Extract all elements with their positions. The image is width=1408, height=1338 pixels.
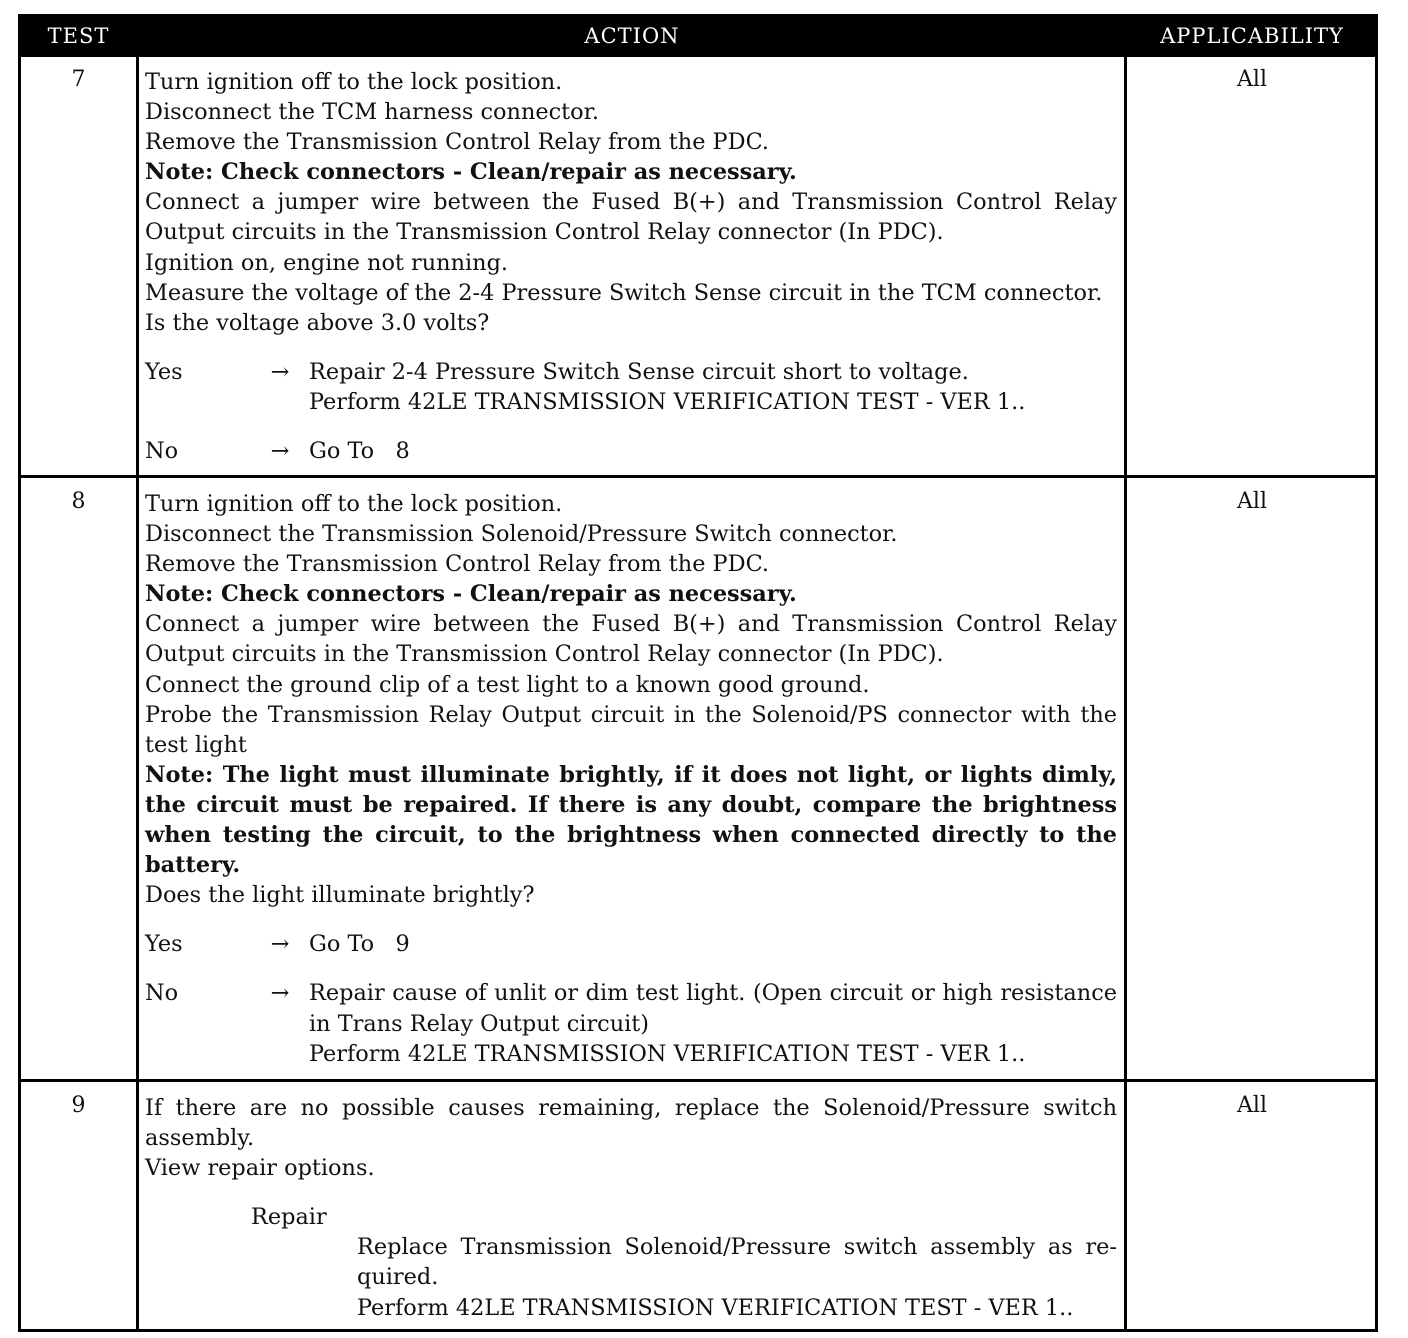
note-line: Note: Check connectors - Clean/repair as necessary. bbox=[145, 581, 797, 608]
action-line: If there are no possible causes remaining, replace the Solenoid/Pressure switch assembly. bbox=[145, 1095, 1117, 1152]
arrow-icon: → bbox=[270, 980, 290, 1007]
no-label: No bbox=[145, 980, 179, 1007]
action-line: View repair options. bbox=[145, 1155, 375, 1182]
repair-label: Repair bbox=[251, 1204, 327, 1231]
yes-label: Yes bbox=[145, 931, 183, 958]
action-text bbox=[145, 489, 1117, 1069]
test-number: 7 bbox=[71, 67, 86, 92]
header-test: TEST bbox=[47, 24, 110, 48]
yes-label: Yes bbox=[145, 358, 183, 385]
row-divider bbox=[21, 1079, 1375, 1082]
yes-result: Repair 2-4 Pressure Switch Sense circuit short to voltage. Perform 42LE TRANSMISSION VERIFICATION TEST - VER 1.. bbox=[309, 358, 1026, 415]
test-number: 9 bbox=[71, 1093, 86, 1118]
yes-option bbox=[145, 357, 1117, 417]
row-divider bbox=[21, 475, 1375, 478]
action-line: Ignition on, engine not running. bbox=[145, 249, 509, 276]
yes-result: Go To 9 bbox=[309, 931, 410, 958]
yes-option bbox=[145, 929, 1117, 959]
repair-result: Replace Transmission Solenoid/Pressure switch assembly as re-quired. Perform 42LE TRANSMISSION VERIFICATION TEST - VER 1.. bbox=[357, 1234, 1117, 1321]
action-text bbox=[145, 67, 1117, 466]
action-line: Turn ignition off to the lock position. bbox=[145, 491, 563, 517]
no-result: Repair cause of unlit or dim test light. (Open circuit or high resistance in Trans Relay Output circuit) Perform 42LE TRANSMISSION VERIFICATION TEST - VER 1.. bbox=[309, 980, 1117, 1067]
action-line: Probe the Transmission Relay Output circuit in the Solenoid/PS connector with the test light bbox=[145, 701, 1117, 758]
action-line: Remove the Transmission Control Relay from the PDC. bbox=[145, 551, 770, 578]
header-action: ACTION bbox=[584, 24, 680, 48]
action-line: Connect the ground clip of a test light to a known good ground. bbox=[145, 671, 870, 698]
action-line: Measure the voltage of the 2-4 Pressure Switch Sense circuit in the TCM connector. bbox=[145, 279, 1103, 306]
action-line: Disconnect the TCM harness connector. bbox=[145, 99, 599, 126]
no-label: No bbox=[145, 438, 179, 465]
no-option bbox=[145, 978, 1117, 1068]
table-header bbox=[21, 17, 1375, 57]
column-divider bbox=[136, 57, 139, 1329]
applicability-value: All bbox=[1237, 489, 1267, 514]
test-number: 8 bbox=[71, 489, 86, 514]
no-option bbox=[145, 436, 1117, 466]
action-line: Disconnect the Transmission Solenoid/Pressure Switch connector. bbox=[145, 521, 898, 548]
no-result: Go To 8 bbox=[309, 438, 410, 465]
action-line: Turn ignition off to the lock position. bbox=[145, 69, 563, 95]
action-text bbox=[145, 1093, 1117, 1323]
applicability-value: All bbox=[1237, 67, 1267, 92]
question-line: Is the voltage above 3.0 volts? bbox=[145, 309, 490, 336]
applicability-value: All bbox=[1237, 1093, 1267, 1118]
arrow-icon: → bbox=[270, 931, 290, 958]
action-line: Connect a jumper wire between the Fused B(+) and Transmission Control Relay Output circuits in the Transmission Control Relay connector (In PDC). bbox=[145, 189, 1117, 246]
note-line: Note: Check connectors - Clean/repair as necessary. bbox=[145, 159, 797, 186]
question-line: Does the light illuminate brightly? bbox=[145, 882, 535, 909]
column-divider bbox=[1124, 57, 1127, 1329]
arrow-icon: → bbox=[270, 438, 290, 465]
arrow-icon: → bbox=[270, 358, 290, 385]
diagnostic-test-table bbox=[18, 14, 1378, 1332]
note-line: Note: The light must illuminate brightly, if it does not light, or lights dimly, the circuit must be repaired. If there is any doubt, compare the brightness when testing the circuit, to the brightness when connected directly to the battery. bbox=[145, 761, 1117, 879]
header-applicability: APPLICABILITY bbox=[1160, 24, 1344, 48]
action-line: Remove the Transmission Control Relay from the PDC. bbox=[145, 129, 770, 156]
action-line: Connect a jumper wire between the Fused B(+) and Transmission Control Relay Output circuits in the Transmission Control Relay connector (In PDC). bbox=[145, 611, 1117, 668]
